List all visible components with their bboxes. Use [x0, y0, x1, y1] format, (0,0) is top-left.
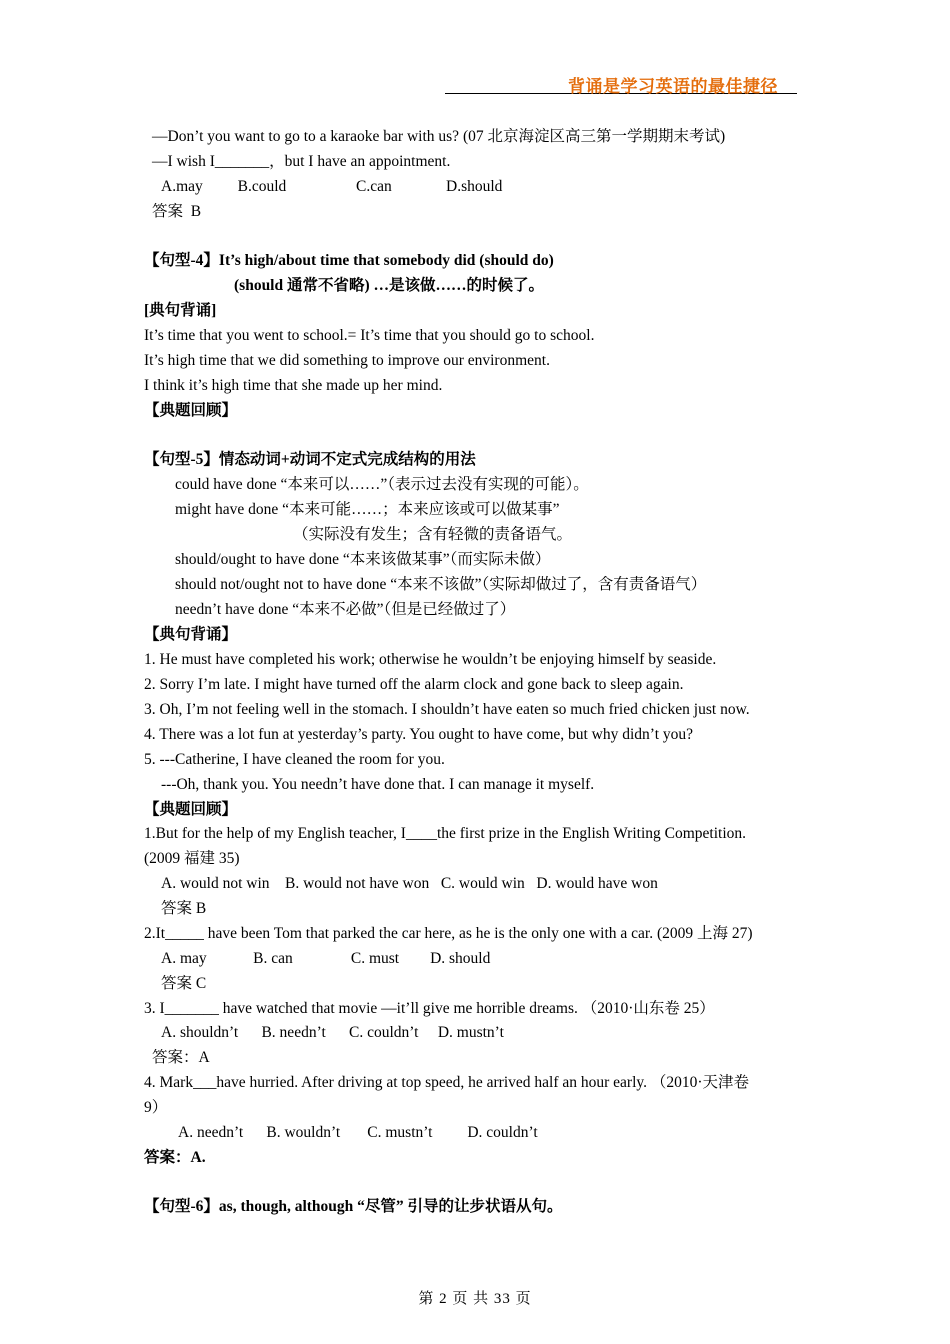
- text-line: It’s high time that we did something to improve our environment.: [144, 352, 550, 369]
- text-line: (2009 福建 35): [144, 850, 240, 867]
- text-line: 答案 B: [161, 900, 207, 917]
- text-line: 答案 B: [152, 203, 202, 220]
- text-line: [典句背诵]: [144, 302, 217, 319]
- text-line: 答案：A: [152, 1049, 210, 1066]
- text-line: 2. Sorry I’m late. I might have turned off the alarm clock and gone back to sleep again.: [144, 676, 684, 693]
- text-line: might have done “本来可能……；本来应该或可以做某事”: [175, 501, 560, 518]
- text-line: A. shouldn’t B. needn’t C. couldn’t D. mustn’t: [161, 1024, 504, 1041]
- text-line: 答案 C: [161, 975, 207, 992]
- text-line: 【句型-5】情态动词+动词不定式完成结构的用法: [144, 451, 476, 468]
- text-line: 答案：A.: [144, 1149, 206, 1166]
- text-line: should/ought to have done “本来该做某事”（而实际未做）: [175, 551, 551, 568]
- text-line: should not/ought not to have done “本来不该做”（实际却做过了，含有责备语气）: [175, 576, 707, 593]
- text-line: 3. I_______ have watched that movie —it’ll give me horrible dreams. （2010·山东卷 25）: [144, 1000, 715, 1017]
- text-line: 【句型-6】as, though, although “尽管” 引导的让步状语从句。: [144, 1198, 563, 1215]
- text-line: ---Oh, thank you. You needn’t have done that. I can manage it myself.: [161, 776, 595, 793]
- text-line: 【典题回顾】: [144, 801, 238, 818]
- text-line: —I wish I_______，but I have an appointment.: [152, 153, 451, 170]
- text-line: 【句型-4】It’s high/about time that somebody did (should do): [144, 252, 554, 269]
- text-line: 3. Oh, I’m not feeling well in the stomach. I shouldn’t have eaten so much fried chicken just now.: [144, 701, 750, 718]
- text-line: It’s time that you went to school.= It’s time that you should go to school.: [144, 327, 595, 344]
- text-line: I think it’s high time that she made up her mind.: [144, 377, 443, 394]
- text-line: (should 通常不省略) …是该做……的时候了。: [234, 277, 545, 294]
- text-line: 【典题回顾】: [144, 402, 238, 419]
- text-line: 1.But for the help of my English teacher, I____the first prize in the English Writing Competition.: [144, 825, 746, 842]
- text-line: needn’t have done “本来不必做”（但是已经做过了）: [175, 601, 516, 618]
- text-line: 【典句背诵】: [144, 626, 238, 643]
- text-line: 4. There was a lot fun at yesterday’s party. You ought to have come, but why didn’t you?: [144, 726, 694, 743]
- page-footer: 第 2 页 共 33 页: [418, 1291, 532, 1307]
- text-line: 1. He must have completed his work; otherwise he wouldn’t be enjoying himself by seaside.: [144, 651, 717, 668]
- text-line: A. would not win B. would not have won C. would win D. would have won: [161, 875, 658, 892]
- text-line: A. may B. can C. must D. should: [161, 950, 491, 967]
- text-line: 9）: [144, 1099, 168, 1116]
- header-title: 背诵是学习英语的最佳捷径: [568, 77, 778, 97]
- text-line: 4. Mark___have hurried. After driving at top speed, he arrived half an hour early. （2010·天津卷: [144, 1074, 750, 1091]
- text-line: A. needn’t B. wouldn’t C. mustn’t D. couldn’t: [178, 1124, 538, 1141]
- text-line: could have done “本来可以……”（表示过去没有实现的可能）。: [175, 476, 589, 493]
- text-line: （实际没有发生；含有轻微的责备语气。: [293, 526, 573, 543]
- text-line: —Don’t you want to go to a karaoke bar with us? (07 北京海淀区高三第一学期期末考试): [152, 128, 726, 145]
- text-line: 5. ---Catherine, I have cleaned the room for you.: [144, 751, 445, 768]
- text-line: A.may B.could C.can D.should: [161, 178, 503, 195]
- text-line: 2.It_____ have been Tom that parked the car here, as he is the only one with a car. (2009 上海 27): [144, 925, 753, 942]
